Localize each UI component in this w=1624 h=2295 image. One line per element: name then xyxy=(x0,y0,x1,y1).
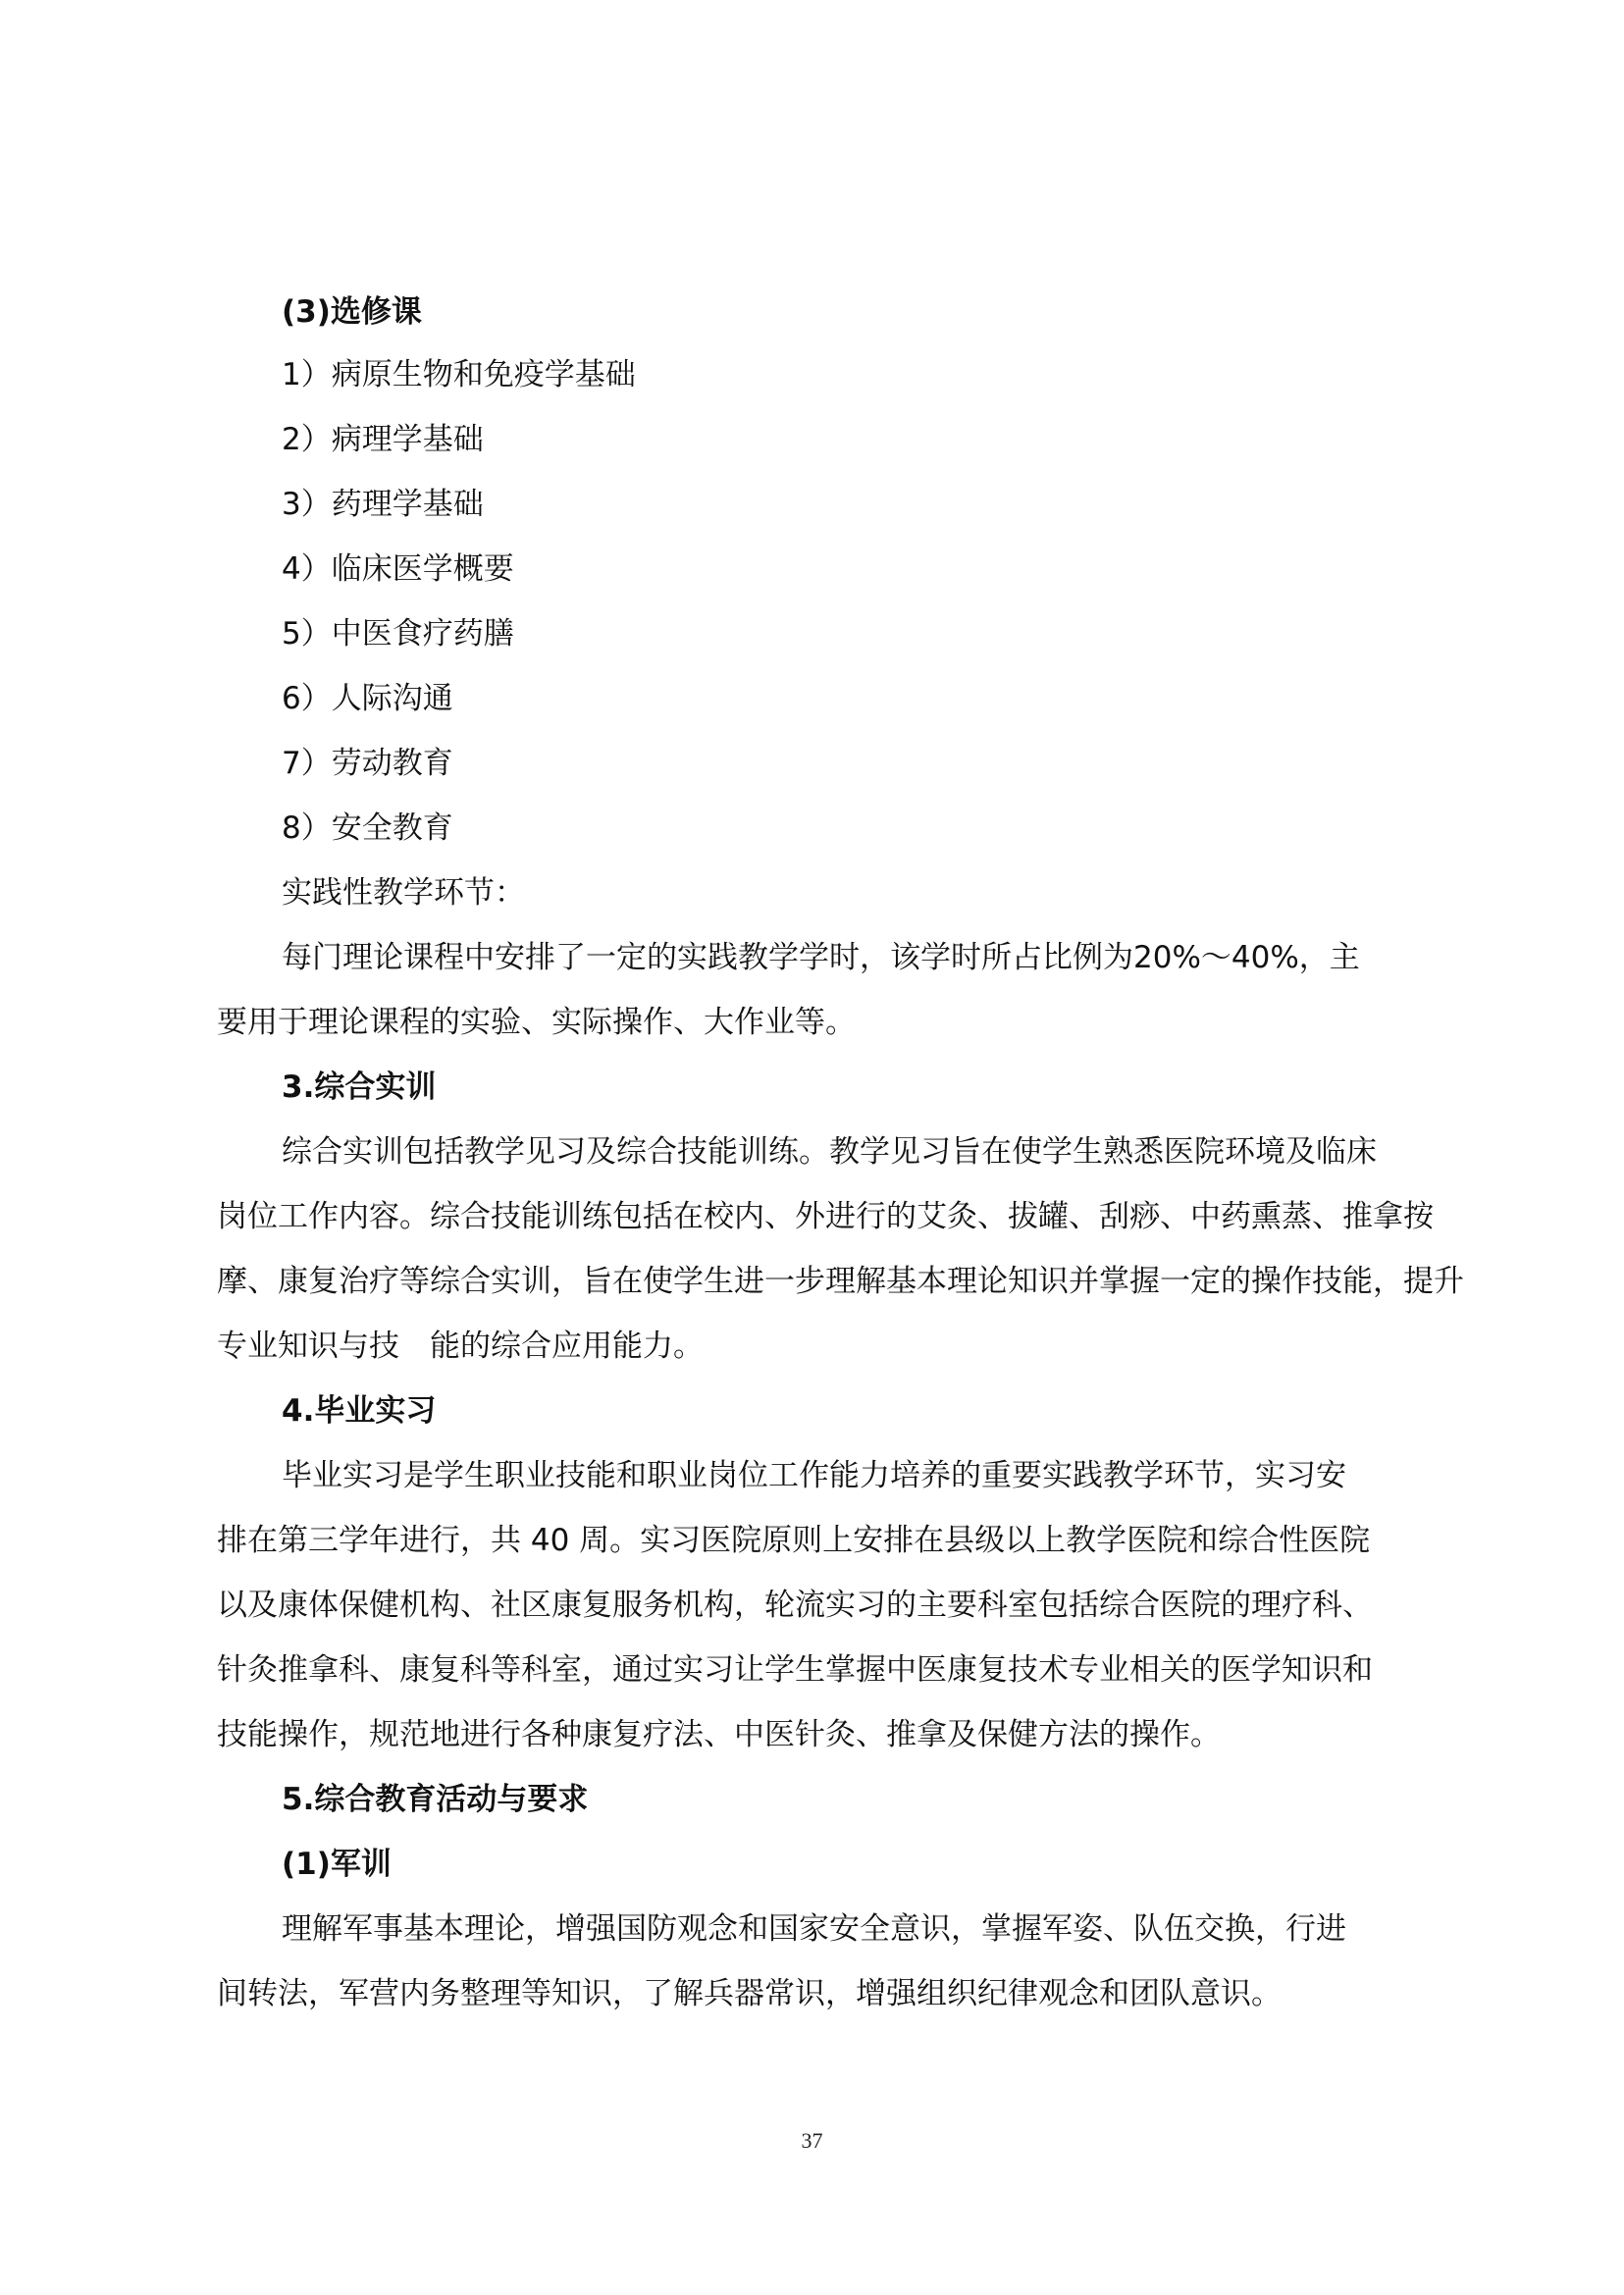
activities-heading: 5.综合教育活动与要求 xyxy=(282,1782,589,1817)
elective-item-2: 2）病理学基础 xyxy=(282,422,484,457)
elective-item-4: 4）临床医学概要 xyxy=(282,551,514,587)
training-line-1: 综合实训包括教学见习及综合技能训练。教学见习旨在使学生熟悉医院环境及临床 xyxy=(282,1134,1377,1170)
internship-heading: 4.毕业实习 xyxy=(282,1393,437,1429)
internship-line-3: 以及康体保健机构、社区康复服务机构，轮流实习的主要科室包括综合医院的理疗科、 xyxy=(217,1588,1373,1623)
military-line-1: 理解军事基本理论，增强国防观念和国家安全意识，掌握军姿、队伍交换，行进 xyxy=(282,1911,1346,1947)
military-line-2: 间转法，军营内务整理等知识，了解兵器常识，增强组织纪律观念和团队意识。 xyxy=(217,1976,1282,2011)
electives-heading: (3)选修课 xyxy=(282,294,422,330)
military-training-heading: (1)军训 xyxy=(282,1847,392,1882)
internship-line-5: 技能操作，规范地进行各种康复疗法、中医针灸、推拿及保健方法的操作。 xyxy=(217,1717,1221,1752)
training-line-2: 岗位工作内容。综合技能训练包括在校内、外进行的艾灸、拔罐、刮痧、中药熏蒸、推拿按 xyxy=(217,1199,1434,1234)
training-line-3: 摩、康复治疗等综合实训，旨在使学生进一步理解基本理论知识并掌握一定的操作技能，提升 xyxy=(217,1264,1464,1299)
practice-line-2: 要用于理论课程的实验、实际操作、大作业等。 xyxy=(217,1005,856,1040)
practice-label: 实践性教学环节： xyxy=(282,875,525,911)
page-number: 37 xyxy=(801,2128,823,2153)
internship-line-4: 针灸推拿科、康复科等科室，通过实习让学生掌握中医康复技术专业相关的医学知识和 xyxy=(217,1652,1373,1688)
elective-item-3: 3）药理学基础 xyxy=(282,487,484,522)
elective-item-5: 5）中医食疗药膳 xyxy=(282,616,514,652)
internship-line-2: 排在第三学年进行，共 40 周。实习医院原则上安排在县级以上教学医院和综合性医院 xyxy=(217,1523,1371,1558)
elective-item-6: 6）人际沟通 xyxy=(282,681,453,716)
elective-item-7: 7）劳动教育 xyxy=(282,746,453,781)
training-line-4: 专业知识与技 能的综合应用能力。 xyxy=(217,1329,704,1364)
training-heading: 3.综合实训 xyxy=(282,1069,437,1105)
practice-line-1: 每门理论课程中安排了一定的实践教学学时，该学时所占比例为20%～40%，主 xyxy=(282,940,1360,975)
elective-item-1: 1）病原生物和免疫学基础 xyxy=(282,357,636,392)
elective-item-8: 8）安全教育 xyxy=(282,810,453,846)
internship-line-1: 毕业实习是学生职业技能和职业岗位工作能力培养的重要实践教学环节，实习安 xyxy=(282,1458,1346,1493)
